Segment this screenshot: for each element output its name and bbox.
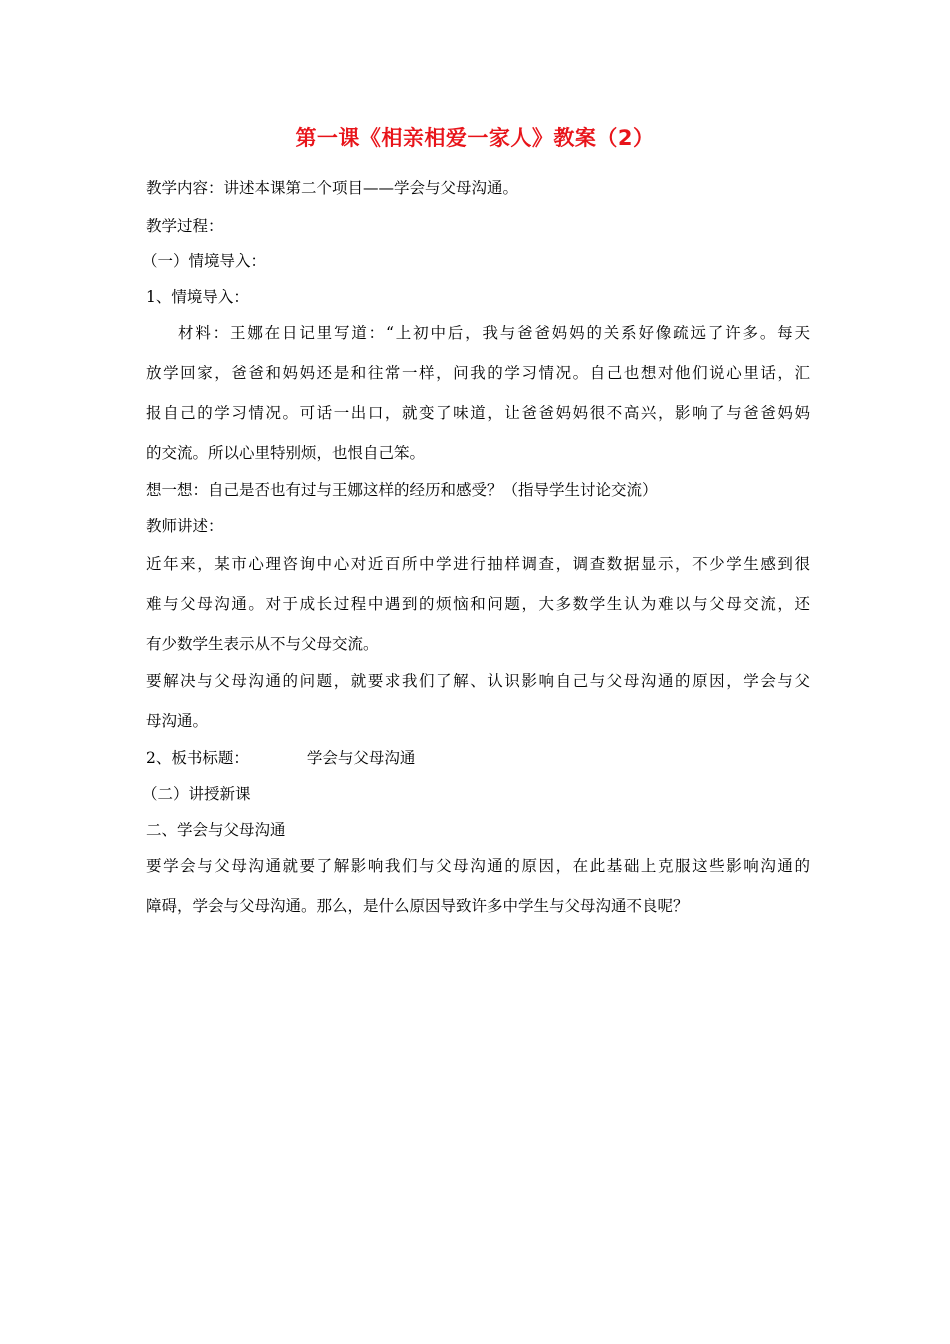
section1-heading: （一）情境导入：: [142, 252, 267, 270]
material-line: 放学回家，爸爸和妈妈还是和往常一样，问我的学习情况。自己也想对他们说心里话，汇: [146, 364, 810, 382]
board-title: 学会与父母沟通: [306, 749, 416, 767]
content-line: 教学内容：讲述本课第二个项目——学会与父母沟通。: [146, 179, 519, 197]
solve-line: 母沟通。: [146, 712, 209, 730]
document-title: 第一课《相亲相爱一家人》教案（2）: [295, 126, 655, 150]
final-line: 障碍，学会与父母沟通。那么，是什么原因导致许多中学生与父母沟通不良呢？: [146, 897, 689, 915]
item2-line: [146, 748, 810, 768]
final-line: 要学会与父母沟通就要了解影响我们与父母沟通的原因，在此基础上克服这些影响沟通的: [146, 857, 810, 875]
survey-line: 难与父母沟通。对于成长过程中遇到的烦恼和问题，大多数学生认为难以与父母交流，还: [146, 595, 810, 613]
think-line: 想一想：自己是否也有过与王娜这样的经历和感受？（指导学生讨论交流）: [146, 481, 658, 499]
material-line: 的交流。所以心里特别烦，也恨自己笨。: [146, 444, 426, 462]
section2-heading: （二）讲授新课: [142, 785, 251, 803]
material-line: 材料：王娜在日记里写道：“上初中后，我与爸爸妈妈的关系好像疏远了许多。每天: [178, 324, 810, 342]
item2-label: 2、板书标题：: [146, 749, 249, 767]
teacher-label: 教师讲述：: [146, 517, 224, 535]
process-label: 教学过程：: [146, 217, 224, 235]
survey-line: 近年来，某市心理咨询中心对近百所中学进行抽样调查，调查数据显示，不少学生感到很: [146, 555, 810, 573]
solve-line: 要解决与父母沟通的问题，就要求我们了解、认识影响自己与父母沟通的原因，学会与父: [146, 672, 810, 690]
item1-heading: 1、情境导入：: [146, 288, 249, 306]
material-line: 报自己的学习情况。可话一出口，就变了味道，让爸爸妈妈很不高兴，影响了与爸爸妈妈: [146, 404, 810, 422]
survey-line: 有少数学生表示从不与父母交流。: [146, 635, 379, 653]
part2-heading: 二、学会与父母沟通: [146, 821, 286, 839]
